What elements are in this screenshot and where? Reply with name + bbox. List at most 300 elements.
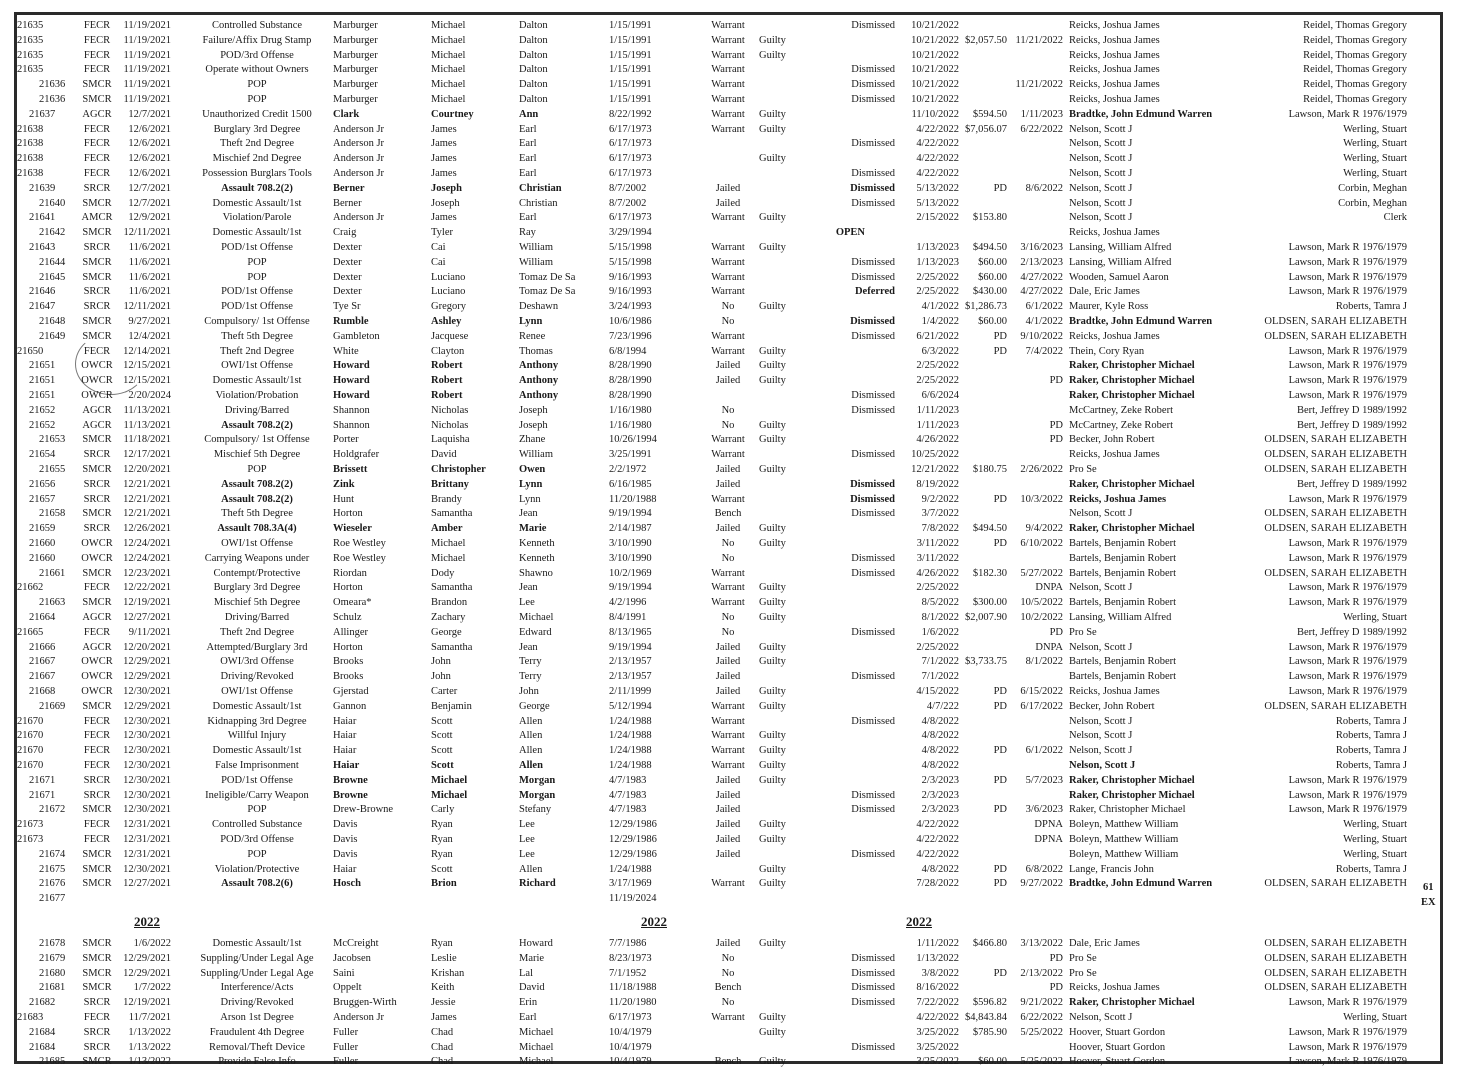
table-row <box>17 403 1417 418</box>
birth-date: 9/19/1994 <box>609 508 652 520</box>
defense-attorney: Nelson, Scott J <box>1069 582 1133 594</box>
table-row <box>17 847 1417 862</box>
plea: Guilty <box>759 863 786 875</box>
last-name: Anderson Jr <box>333 123 385 135</box>
first-name: Cai <box>431 256 446 268</box>
disposition-date: 4/8/2022 <box>921 745 959 757</box>
prosecutor: Lawson, Mark R 1976/1979 <box>1288 286 1407 298</box>
fine-amount: PD <box>993 493 1007 505</box>
birth-date: 9/16/1993 <box>609 271 652 283</box>
first-name: Michael <box>431 64 466 76</box>
arrest-status: Jailed <box>715 375 741 387</box>
paid-date: DNPA <box>1035 641 1063 653</box>
last-name: Howard <box>333 360 370 372</box>
paid-date: 11/21/2022 <box>1015 34 1063 46</box>
prosecutor: OLDSEN, SARAH ELIZABETH <box>1264 878 1407 890</box>
last-name: Marburger <box>333 49 378 61</box>
disposition-date: 7/8/2022 <box>921 523 959 535</box>
case-type: OWCR <box>81 671 113 683</box>
prosecutor: Lawson, Mark R 1976/1979 <box>1288 108 1407 120</box>
filed-date: 11/19/2021 <box>123 94 171 105</box>
first-name: Brandon <box>431 597 468 609</box>
case-type: SMCR <box>82 938 112 949</box>
last-name: Anderson Jr <box>333 153 385 165</box>
case-number: 21638 <box>17 138 44 150</box>
birth-date: 6/17/1973 <box>609 153 652 165</box>
paid-date: 9/21/2022 <box>1020 997 1063 1009</box>
last-name: Drew-Browne <box>333 804 394 816</box>
middle-name: Ann <box>519 108 539 120</box>
table-row <box>17 802 1417 817</box>
defense-attorney: Reicks, Joshua James <box>1069 449 1160 461</box>
fine-amount: $494.50 <box>972 242 1007 253</box>
defense-attorney: Nelson, Scott J <box>1069 508 1133 520</box>
fine-amount: $180.75 <box>972 464 1007 475</box>
defense-attorney: Lansing, William Alfred <box>1069 612 1172 623</box>
first-name: Luciano <box>431 271 466 283</box>
first-name: Ryan <box>431 848 453 860</box>
arrest-status: No <box>721 967 735 979</box>
first-name: Nicholas <box>431 419 469 431</box>
filed-date: 12/23/2021 <box>123 567 171 579</box>
fine-amount: $60.00 <box>978 316 1007 327</box>
birth-date: 12/29/1986 <box>609 834 657 845</box>
table-row <box>17 107 1417 122</box>
case-number: 21655 <box>39 464 66 475</box>
charge: POD/1st Offense <box>221 301 293 313</box>
birth-date: 6/17/1973 <box>609 212 652 224</box>
birth-date: 7/23/1996 <box>609 330 652 342</box>
middle-name: Michael <box>519 1056 554 1068</box>
case-type: OWCR <box>81 390 113 401</box>
last-name: Oppelt <box>333 982 362 994</box>
plea: Guilty <box>759 1012 786 1023</box>
middle-name: Deshawn <box>519 301 559 313</box>
last-name: Dexter <box>333 256 362 268</box>
first-name: Michael <box>431 789 468 801</box>
first-name: Joseph <box>431 197 460 209</box>
arrest-status: Jailed <box>715 671 741 683</box>
first-name: Chad <box>431 1056 454 1068</box>
case-number: 21668 <box>29 686 56 697</box>
birth-date: 6/8/1994 <box>609 345 647 357</box>
arrest-status: Jailed <box>715 464 741 475</box>
table-row <box>17 196 1417 211</box>
paid-date: PD <box>1049 434 1063 446</box>
arrest-status: No <box>721 301 735 313</box>
defense-attorney: Wooden, Samuel Aaron <box>1069 271 1169 283</box>
first-name: Michael <box>431 774 468 786</box>
defense-attorney: Raker, Christopher Michael <box>1069 774 1195 786</box>
case-number: 21664 <box>29 612 56 623</box>
plea: Guilty <box>759 582 786 594</box>
middle-name: Jean <box>519 508 538 520</box>
birth-date: 3/29/1994 <box>609 227 652 239</box>
case-type: FECR <box>83 345 111 357</box>
paid-date: 10/5/2022 <box>1020 597 1063 609</box>
paid-date: 6/10/2022 <box>1020 538 1063 549</box>
birth-date: 3/10/1990 <box>609 538 652 549</box>
disposition-date: 8/16/2022 <box>916 982 959 994</box>
prosecutor: Lawson, Mark R 1976/1979 <box>1288 538 1407 549</box>
charge: Assault 708.2(2) <box>221 493 293 505</box>
last-name: Holdgrafer <box>333 449 380 461</box>
first-name: Scott <box>431 760 454 771</box>
prosecutor: Werling, Stuart <box>1343 123 1407 135</box>
table-row <box>17 521 1417 536</box>
first-name: James <box>431 138 457 150</box>
plea: Guilty <box>759 1056 786 1068</box>
plea: Guilty <box>759 686 786 697</box>
disposition-date: 1/11/2022 <box>916 938 959 949</box>
birth-date: 9/16/1993 <box>609 286 652 298</box>
filed-date: 12/31/2021 <box>123 819 171 831</box>
filed-date: 12/21/2021 <box>123 478 171 490</box>
disposition-date: 9/2/2022 <box>921 493 959 505</box>
filed-date: 12/30/2021 <box>123 745 171 757</box>
case-type: FECR <box>83 626 111 638</box>
birth-date: 3/10/1990 <box>609 552 652 564</box>
filed-date: 12/20/2021 <box>123 641 171 653</box>
fine-amount: $3,733.75 <box>965 656 1007 668</box>
middle-name: Morgan <box>519 774 556 786</box>
case-number: 21679 <box>39 952 66 964</box>
case-type: SRCR <box>83 774 111 786</box>
disposition-date: 4/8/2022 <box>921 760 959 771</box>
birth-date: 5/15/1998 <box>609 242 652 253</box>
case-number: 21657 <box>29 493 56 505</box>
first-name: Robert <box>431 360 463 372</box>
charge: POP <box>247 94 267 105</box>
first-name: Chad <box>431 1026 454 1038</box>
charge: Controlled Substance <box>211 819 303 831</box>
first-name: Brandy <box>431 493 462 505</box>
table-row <box>17 151 1417 166</box>
disposition: Deferred <box>854 286 895 298</box>
disposition: Dismissed <box>851 848 895 860</box>
fine-amount: $594.50 <box>972 108 1007 120</box>
prosecutor: Reidel, Thomas Gregory <box>1303 79 1407 91</box>
filed-date: 1/13/2022 <box>128 1041 171 1053</box>
prosecutor: Lawson, Mark R 1976/1979 <box>1288 360 1407 372</box>
charge: Burglary 3rd Degree <box>213 582 301 594</box>
paid-date: 9/10/2022 <box>1020 330 1063 342</box>
middle-name: Lal <box>519 967 533 979</box>
first-name: Brion <box>431 878 457 890</box>
fine-amount: PD <box>993 182 1007 194</box>
birth-date: 8/7/2002 <box>609 197 647 209</box>
plea: Guilty <box>759 938 786 949</box>
fine-amount: PD <box>993 745 1007 757</box>
case-number: 21662 <box>17 582 44 594</box>
prosecutor: Lawson, Mark R 1976/1979 <box>1288 686 1407 697</box>
middle-name: Michael <box>519 612 554 623</box>
defense-attorney: Nelson, Scott J <box>1069 1012 1133 1023</box>
defense-attorney: McCartney, Zeke Robert <box>1069 404 1173 416</box>
first-name: George <box>431 626 462 638</box>
prosecutor: OLDSEN, SARAH ELIZABETH <box>1264 952 1407 964</box>
disposition-date: 4/22/2022 <box>916 123 959 135</box>
plea: Guilty <box>759 345 786 357</box>
paid-date: 2/13/2023 <box>1020 256 1063 268</box>
defense-attorney: Nelson, Scott J <box>1069 715 1133 727</box>
first-name: Samantha <box>431 582 473 594</box>
arrest-status: Warrant <box>711 567 745 579</box>
first-name: Clayton <box>431 345 465 357</box>
case-type: FECR <box>83 819 111 831</box>
disposition: Dismissed <box>851 626 895 638</box>
table-row <box>17 314 1417 329</box>
middle-name: Allen <box>519 760 543 771</box>
disposition-date: 5/13/2022 <box>916 182 959 194</box>
filed-date: 12/20/2021 <box>123 464 171 475</box>
disposition-date: 3/25/2022 <box>916 1026 959 1038</box>
prosecutor: Reidel, Thomas Gregory <box>1303 49 1407 61</box>
first-name: Robert <box>431 390 463 401</box>
table-row <box>17 77 1417 92</box>
middle-name: Allen <box>519 730 543 742</box>
case-type: SRCR <box>83 301 111 313</box>
arrest-status: Jailed <box>715 938 741 949</box>
case-type: SMCR <box>82 878 112 890</box>
case-number: 21638 <box>17 123 44 135</box>
case-number: 21656 <box>29 478 56 490</box>
last-name: Gambleton <box>333 330 380 342</box>
defense-attorney: Raker, Christopher Michael <box>1069 997 1195 1009</box>
fine-amount: $596.82 <box>972 997 1007 1009</box>
disposition: Dismissed <box>851 567 895 579</box>
fine-amount: PD <box>993 700 1007 712</box>
last-name: Porter <box>333 434 359 446</box>
arrest-status: Warrant <box>711 493 745 505</box>
prosecutor: Roberts, Tamra J <box>1335 730 1407 742</box>
charge: Compulsory/ 1st Offense <box>204 316 310 327</box>
prosecutor: Lawson, Mark R 1976/1979 <box>1288 1026 1407 1038</box>
prosecutor: Lawson, Mark R 1976/1979 <box>1288 256 1407 268</box>
charge: Domestic Assault/1st <box>212 700 302 712</box>
first-name: Carly <box>431 804 455 816</box>
table-row <box>17 743 1417 758</box>
table-row <box>17 773 1417 788</box>
charge: Compulsory/ 1st Offense <box>204 434 310 446</box>
birth-date: 11/20/1988 <box>609 493 657 505</box>
disposition: Dismissed <box>851 404 895 416</box>
defense-attorney: Reicks, Joshua James <box>1069 20 1160 31</box>
case-number: 21671 <box>29 789 56 801</box>
arrest-status: No <box>721 626 735 638</box>
table-row <box>17 181 1417 196</box>
case-number: 21647 <box>29 301 56 313</box>
case-type: AGCR <box>82 419 112 431</box>
charge: Driving/Revoked <box>220 997 294 1009</box>
filed-date: 12/29/2021 <box>123 700 171 712</box>
case-number: 21649 <box>39 330 66 342</box>
last-name: Dexter <box>333 271 362 283</box>
defense-attorney: Dale, Eric James <box>1069 938 1140 949</box>
arrest-status: Bench <box>714 508 742 520</box>
defense-attorney: Nelson, Scott J <box>1069 745 1133 757</box>
middle-name: John <box>519 686 539 697</box>
defense-attorney: Raker, Christopher Michael <box>1069 478 1195 490</box>
defense-attorney: Raker, Christopher Michael <box>1069 789 1195 801</box>
fine-amount: PD <box>993 774 1007 786</box>
defense-attorney: Lansing, William Alfred <box>1069 242 1172 253</box>
disposition-date: 10/21/2022 <box>911 79 959 91</box>
arrest-status: Warrant <box>711 34 745 46</box>
prosecutor: Lawson, Mark R 1976/1979 <box>1288 1041 1407 1053</box>
charge: Suppling/Under Legal Age <box>200 967 314 979</box>
charge: Mischief 2nd Degree <box>212 153 302 165</box>
disposition-date: 4/22/2022 <box>916 834 959 845</box>
last-name: Marburger <box>333 34 378 46</box>
prosecutor: Clerk <box>1383 212 1407 224</box>
paid-date: 10/3/2022 <box>1020 493 1063 505</box>
charge: OWI/1st Offense <box>221 538 293 549</box>
first-name: Cai <box>431 242 446 253</box>
arrest-status: No <box>721 997 735 1009</box>
case-number: 21682 <box>29 997 56 1009</box>
case-type: SRCR <box>83 997 111 1009</box>
birth-date: 1/15/1991 <box>609 64 652 76</box>
defense-attorney: Dale, Eric James <box>1069 286 1140 298</box>
disposition: Dismissed <box>851 671 895 683</box>
paid-date: 5/25/2022 <box>1020 1026 1063 1038</box>
arrest-status: Warrant <box>711 242 745 253</box>
case-number: 21640 <box>39 197 66 209</box>
disposition-date: 2/3/2023 <box>921 789 959 801</box>
case-type: SMCR <box>82 700 112 712</box>
case-number: 21641 <box>29 212 56 224</box>
filed-date: 12/29/2021 <box>123 671 171 683</box>
charge: Possession Burglars Tools <box>202 168 312 179</box>
filed-date: 12/21/2021 <box>123 493 171 505</box>
middle-name: Michael <box>519 1041 554 1053</box>
case-number: 21637 <box>29 108 56 120</box>
table-row <box>17 166 1417 181</box>
prosecutor: Roberts, Tamra J <box>1335 760 1407 771</box>
paid-date: 4/27/2022 <box>1020 271 1063 283</box>
middle-name: Lynn <box>519 316 543 327</box>
table-row <box>17 62 1417 77</box>
middle-name: Lynn <box>519 478 543 490</box>
prosecutor: Reidel, Thomas Gregory <box>1303 94 1407 105</box>
first-name: Krishan <box>431 967 465 979</box>
table-row <box>17 240 1417 255</box>
fine-amount: $2,007.90 <box>965 612 1007 623</box>
filed-date: 12/30/2021 <box>123 715 171 727</box>
case-type: FECR <box>83 1012 111 1023</box>
paid-date: PD <box>1049 982 1063 994</box>
case-number: 21680 <box>39 967 66 979</box>
arrest-status: Warrant <box>711 94 745 105</box>
case-type: SMCR <box>82 508 112 520</box>
disposition-date: 1/13/2022 <box>916 952 959 964</box>
arrest-status: Jailed <box>715 656 741 668</box>
last-name: Marburger <box>333 94 378 105</box>
middle-name: Jean <box>519 582 538 594</box>
disposition: Dismissed <box>851 94 895 105</box>
charge: OWI/1st Offense <box>221 360 293 372</box>
charge: Theft 2nd Degree <box>219 626 295 638</box>
last-name: Wieseler <box>333 523 372 535</box>
first-name: John <box>431 671 451 683</box>
fine-amount: $7,056.07 <box>965 123 1007 135</box>
birth-date: 9/19/1994 <box>609 582 652 594</box>
arrest-status: Warrant <box>711 700 745 712</box>
plea: Guilty <box>759 49 786 61</box>
first-name: Jacquese <box>431 330 469 342</box>
defense-attorney: Reicks, Joshua James <box>1069 982 1160 994</box>
table-row <box>17 1040 1417 1055</box>
middle-name: William <box>519 449 553 461</box>
last-name: Zink <box>333 478 355 490</box>
case-number: 21684 <box>29 1041 56 1053</box>
first-name: David <box>431 449 457 461</box>
disposition-date: 2/25/2022 <box>916 641 959 653</box>
disposition-date: 10/21/2022 <box>911 94 959 105</box>
case-number: 21654 <box>29 449 56 461</box>
middle-name: Tomaz De Sa <box>519 286 576 298</box>
fine-amount: $4,843.84 <box>965 1012 1007 1023</box>
paid-date: PD <box>1049 375 1063 387</box>
fine-amount: $182.30 <box>972 567 1007 579</box>
arrest-status: Warrant <box>711 434 745 446</box>
paid-date: 8/1/2022 <box>1025 656 1063 668</box>
table-row <box>17 566 1417 581</box>
last-name: Marburger <box>333 64 378 76</box>
first-name: Carter <box>431 686 458 697</box>
case-number: 21635 <box>17 64 44 76</box>
birth-date: 7/1/1952 <box>609 967 647 979</box>
filed-date: 12/7/2021 <box>128 197 171 209</box>
plea: Guilty <box>759 760 786 771</box>
middle-name: Joseph <box>519 419 548 431</box>
case-type: SMCR <box>82 434 112 446</box>
middle-name: Dalton <box>519 94 548 105</box>
charge: Mischief 5th Degree <box>213 449 301 461</box>
plea: Guilty <box>759 360 786 372</box>
filed-date: 12/30/2021 <box>123 686 171 697</box>
case-number: 21667 <box>29 671 56 683</box>
disposition-date: 1/4/2022 <box>921 316 959 327</box>
plea: Guilty <box>759 878 786 890</box>
defense-attorney: Pro Se <box>1069 464 1097 475</box>
filed-date: 12/30/2021 <box>123 789 171 801</box>
paid-date: 5/25/2022 <box>1020 1056 1063 1068</box>
paid-date: DPNA <box>1034 834 1063 845</box>
last-name: Riordan <box>333 567 367 579</box>
charge: Willful Injury <box>227 730 287 742</box>
plea: Guilty <box>759 774 786 786</box>
case-number: 21667 <box>29 656 56 668</box>
defense-attorney: Reicks, Joshua James <box>1069 49 1160 61</box>
case-number: 21644 <box>39 256 66 268</box>
prosecutor: Lawson, Mark R 1976/1979 <box>1288 997 1407 1009</box>
birth-date: 10/26/1994 <box>609 434 657 446</box>
birth-date: 8/23/1973 <box>609 952 652 964</box>
middle-name: Earl <box>519 123 537 135</box>
case-number: 21673 <box>17 819 44 831</box>
prosecutor: Werling, Stuart <box>1343 138 1407 150</box>
last-name: Hosch <box>333 878 362 890</box>
charge: Theft 2nd Degree <box>219 345 295 357</box>
disposition-date: 4/7/222 <box>926 700 959 712</box>
arrest-status: Warrant <box>711 212 745 224</box>
table-row <box>17 388 1417 403</box>
middle-name: Allen <box>519 863 543 875</box>
last-name: Roe Westley <box>333 552 386 564</box>
last-name: Berner <box>333 182 365 194</box>
